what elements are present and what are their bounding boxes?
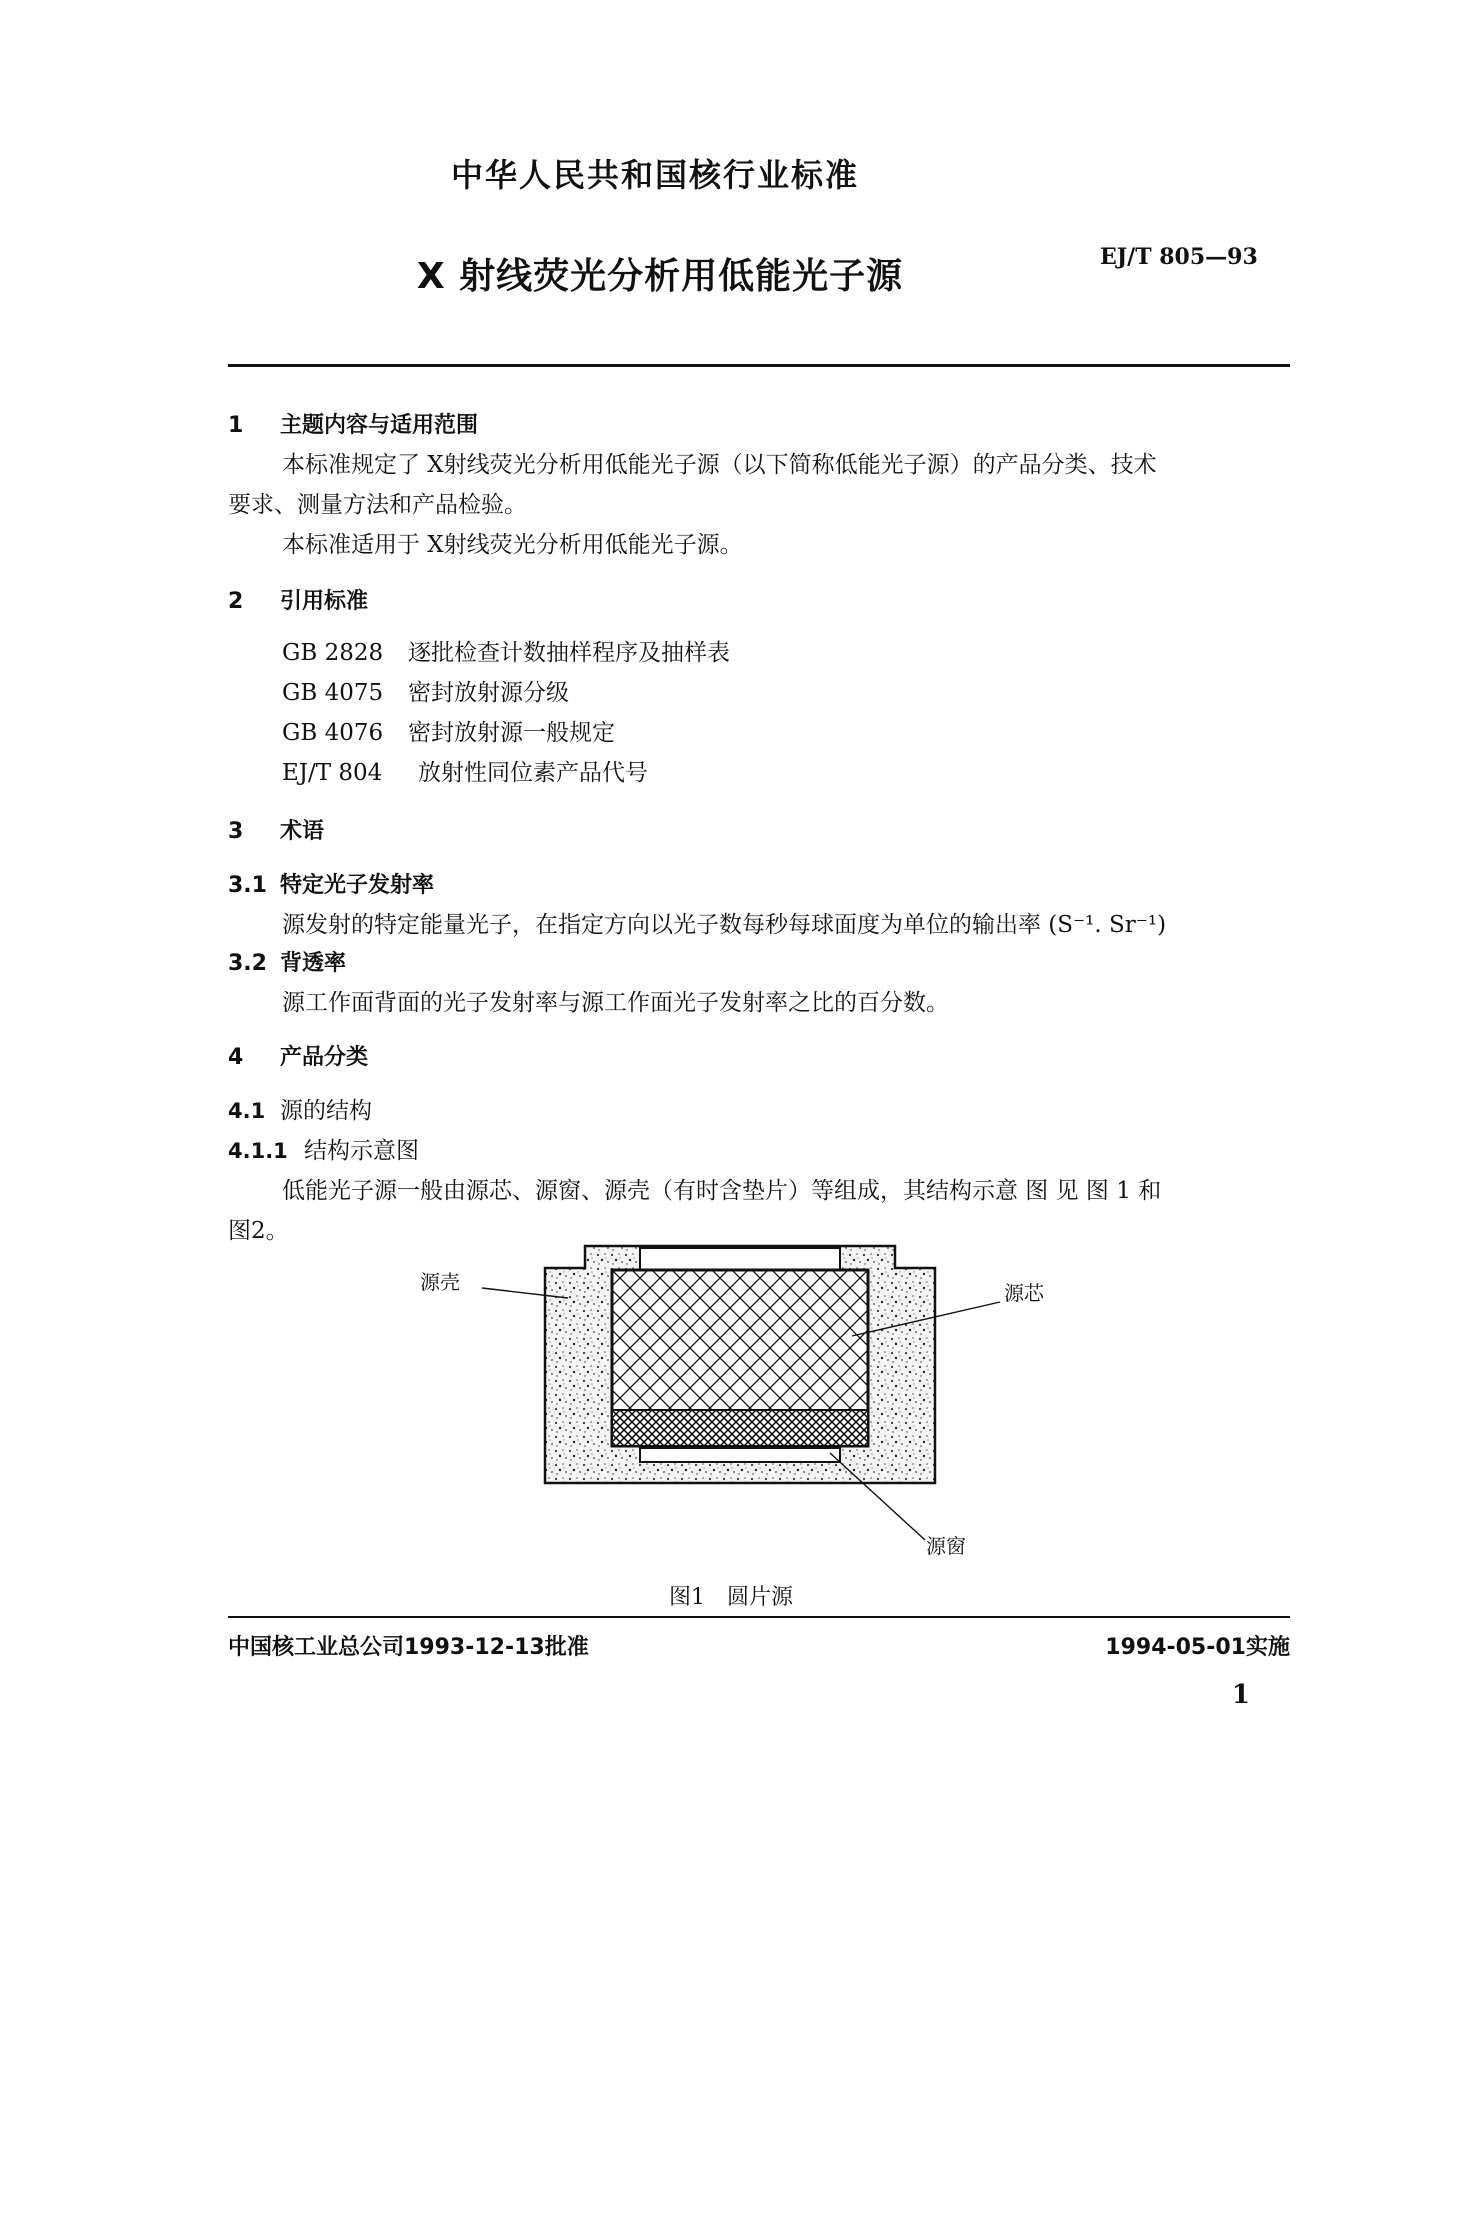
- source-window: [612, 1410, 868, 1446]
- section-title: 引用标准: [280, 589, 369, 614]
- header-rule: [228, 364, 1290, 367]
- section-title: 背透率: [280, 951, 347, 976]
- section-title: 结构示意图: [304, 1138, 419, 1164]
- section-title: 特定光子发射率: [280, 873, 435, 898]
- section-number: 4.1.1: [228, 1139, 288, 1163]
- top-recess: [640, 1248, 840, 1270]
- label-window: 源窗: [926, 1534, 966, 1558]
- ref-item: [282, 674, 569, 707]
- section-3-1-heading: [228, 868, 434, 899]
- ref-item: [282, 754, 648, 787]
- section-title: 产品分类: [280, 1045, 369, 1070]
- s32-text: 源工作面背面的光子发射率与源工作面光子发射率之比的百分数。: [282, 990, 949, 1016]
- section-4-1-1-heading: [228, 1132, 419, 1165]
- label-shell: 源壳: [420, 1270, 460, 1294]
- s1-para2: 本标准适用于 X射线荧光分析用低能光子源。: [282, 532, 743, 558]
- bottom-opening: [640, 1448, 840, 1462]
- section-title: 主题内容与适用范围: [280, 413, 479, 438]
- section-number: 1: [228, 413, 244, 438]
- section-number: 4: [228, 1045, 244, 1070]
- ref-code: GB 2828: [282, 640, 384, 666]
- section-number: 2: [228, 589, 244, 614]
- section-2-heading: [228, 584, 368, 615]
- ref-code: GB 4075: [282, 680, 384, 706]
- figure-1-caption: 图1 圆片源: [669, 1585, 793, 1610]
- effective-date: 1994-05-01实施: [1105, 1635, 1290, 1660]
- ref-title: 放射性同位素产品代号: [418, 760, 648, 786]
- s31-text: 源发射的特定能量光子，在指定方向以光子数每秒每球面度为单位的输出率 (S⁻¹. Sr⁻¹): [282, 912, 1167, 938]
- approval-text: 中国核工业总公司1993-12-13批准: [228, 1635, 589, 1660]
- section-title: 源的结构: [280, 1098, 372, 1124]
- document-title: X 射线荧光分析用低能光子源: [416, 256, 904, 297]
- section-number: 3.2: [228, 951, 267, 976]
- section-3-2-heading: [228, 946, 346, 977]
- ref-item: [282, 634, 730, 667]
- s1-para1-line2: 要求、测量方法和产品检验。: [228, 492, 527, 518]
- section-number: 4.1: [228, 1099, 266, 1123]
- section-1-heading: [228, 408, 478, 439]
- ref-code: EJ/T 804: [282, 760, 383, 786]
- footer-rule: [228, 1616, 1290, 1618]
- section-number: 3: [228, 819, 244, 844]
- ref-title: 密封放射源一般规定: [408, 720, 615, 746]
- standard-type: 中华人民共和国核行业标准: [450, 156, 859, 194]
- ref-code: GB 4076: [282, 720, 384, 746]
- page-number: 1: [1231, 1680, 1250, 1710]
- section-title: 术语: [280, 819, 325, 844]
- s1-para1-line1: 本标准规定了 X射线荧光分析用低能光子源（以下简称低能光子源）的产品分类、技术: [282, 452, 1157, 478]
- section-4-1-heading: [228, 1092, 372, 1125]
- section-3-heading: [228, 814, 324, 845]
- s4-text-line1: 低能光子源一般由源芯、源窗、源壳（有时含垫片）等组成，其结构示意 图 见 图 1 和: [282, 1178, 1162, 1204]
- figure-1-diagram: [400, 1238, 1080, 1568]
- section-4-heading: [228, 1040, 368, 1071]
- ref-title: 逐批检查计数抽样程序及抽样表: [408, 640, 730, 666]
- document-code: EJ/T 805—93: [1100, 244, 1258, 270]
- section-number: 3.1: [228, 873, 267, 898]
- ref-item: [282, 714, 615, 747]
- s4-text-line2: 图2。: [228, 1218, 289, 1244]
- label-core: 源芯: [1004, 1281, 1044, 1305]
- ref-title: 密封放射源分级: [408, 680, 569, 706]
